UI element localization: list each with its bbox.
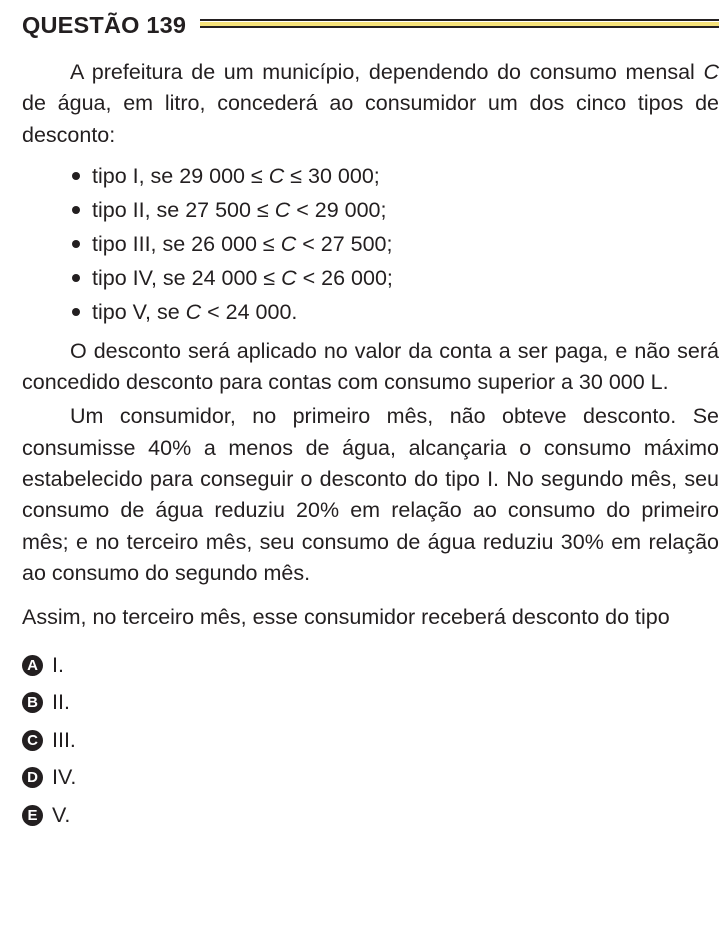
paragraph-discount-rule: O desconto será aplicado no valor da conta a ser paga, e não será concedido desconto para contas com consumo superior a 30 000 L.: [22, 338, 719, 395]
bullet-icon: [72, 206, 80, 214]
question-header: [22, 8, 719, 42]
discount-item-type-2: tipo II, se 27 500 ≤ C < 29 000;: [70, 193, 719, 227]
option-letter-d-icon: D: [22, 767, 43, 788]
bullet-icon: [72, 274, 80, 282]
paragraph-question-prompt: Assim, no terceiro mês, esse consumidor receberá desconto do tipo: [22, 605, 670, 630]
question-page: [22, 8, 719, 834]
question-title: QUESTÃO 139: [22, 11, 187, 38]
discount-list: [22, 159, 719, 329]
bullet-icon: [72, 240, 80, 248]
option-text: V.: [52, 802, 71, 827]
discount-item-type-3: tipo III, se 26 000 ≤ C < 27 500;: [70, 227, 719, 261]
paragraph-intro: A prefeitura de um município, dependendo do consumo mensal C de água, em litro, concederá ao consumidor um dos cinco tipos de desconto:: [22, 60, 719, 147]
option-b[interactable]: [22, 684, 719, 722]
option-c[interactable]: [22, 722, 719, 760]
option-letter-b-icon: B: [22, 692, 43, 713]
discount-item-type-1: tipo I, se 29 000 ≤ C ≤ 30 000;: [70, 159, 719, 193]
option-letter-e-icon: E: [22, 805, 43, 826]
option-d[interactable]: [22, 759, 719, 797]
option-text: II.: [52, 690, 70, 715]
option-text: IV.: [52, 765, 77, 790]
option-a[interactable]: [22, 647, 719, 685]
bullet-icon: [72, 172, 80, 180]
option-text: III.: [52, 727, 76, 752]
bullet-icon: [72, 308, 80, 316]
option-text: I.: [52, 652, 64, 677]
discount-item-type-4: tipo IV, se 24 000 ≤ C < 26 000;: [70, 261, 719, 295]
option-letter-c-icon: C: [22, 730, 43, 751]
discount-item-type-5: tipo V, se C < 24 000.: [70, 295, 719, 329]
paragraph-consumer-scenario: Um consumidor, no primeiro mês, não obteve desconto. Se consumisse 40% a menos de água, alcançaria o consumo máximo estabelecido para conseguir o desconto do tipo I. No segundo mês, seu consumo de água reduziu 20% em relação ao consumo do primeiro mês; e no terceiro mês, seu consumo de água reduziu 30% em relação ao consumo do segundo mês.: [22, 404, 719, 585]
option-e[interactable]: [22, 797, 719, 835]
header-rule: [200, 19, 719, 29]
answer-options: [22, 647, 719, 835]
option-letter-a-icon: A: [22, 655, 43, 676]
